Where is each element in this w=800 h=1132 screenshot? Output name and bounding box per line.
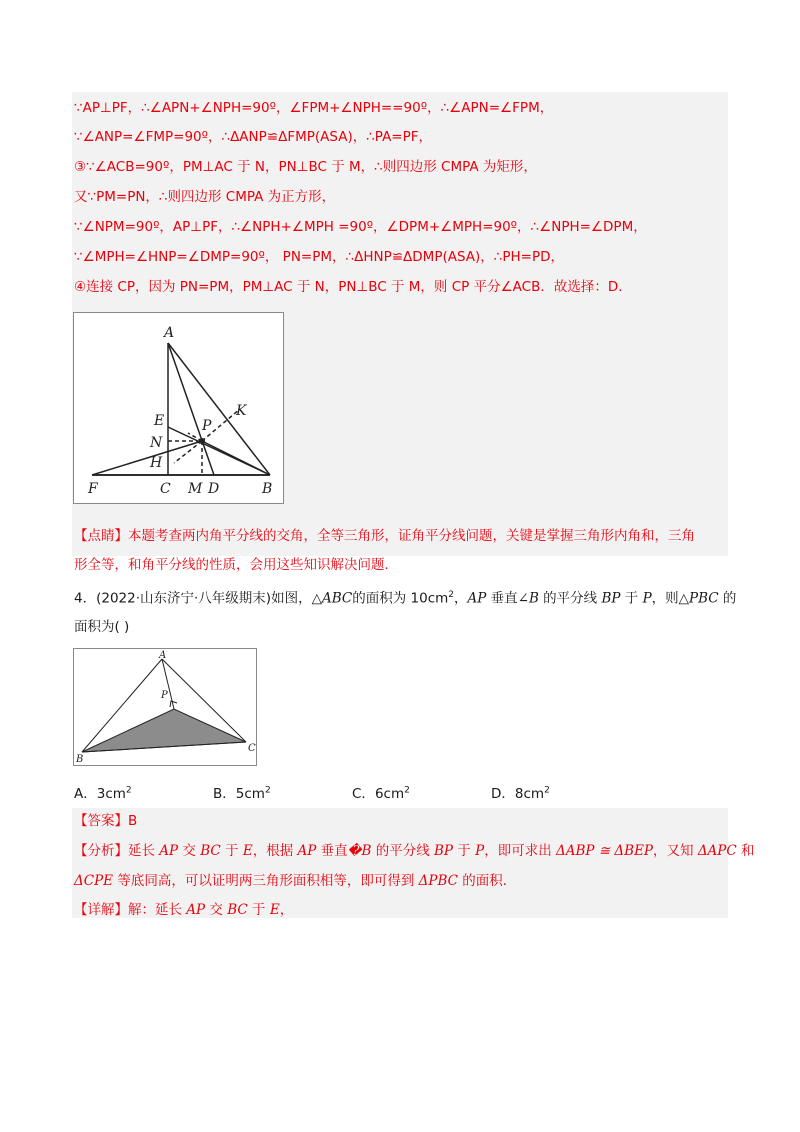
solution-line-7: ④连接 CP，因为 PN=PM，PM⊥AC 于 N，PN⊥BC 于 M，则 CP 平分∠ACB．故选择：D． (74, 279, 632, 295)
detail-text: ， (279, 902, 294, 918)
fig1-label-k: K (236, 403, 247, 419)
comment-line-1 (74, 526, 695, 546)
comment-tag: 【点睛】 (74, 528, 128, 544)
question-text: ，则 (651, 590, 679, 607)
detail-line (74, 900, 293, 920)
solution-line-4: 又∵PM=PN，∴则四边形 CMPA 为正方形， (74, 189, 336, 205)
option-a[interactable] (74, 782, 132, 802)
option-sup: 2 (544, 785, 550, 796)
solution-line-5: ∵∠NPM=90º，AP⊥PF，∴∠NPH+∠MPH =90º，∠DPM+∠MPH=90º，∴∠NPH=∠DPM， (74, 219, 647, 235)
question-text: 的面积为 10cm (352, 590, 449, 607)
math-bp: BP (434, 843, 454, 859)
detail-tag: 【详解】 (74, 902, 128, 918)
answer-tag: 【答案】 (74, 813, 128, 829)
figure-1 (73, 312, 284, 504)
math-p: P (642, 590, 652, 607)
solution-line-6: ∵∠MPH=∠HNP=∠DMP=90º， PN=PM，∴ΔHNP≌ΔDMP(ASA)，∴PH=PD， (74, 249, 565, 265)
answer-value: B (128, 813, 138, 829)
option-sup: 2 (264, 785, 271, 796)
analysis-tag: 【分析】 (74, 843, 128, 859)
question-line-2: 面积为( ) (74, 619, 130, 635)
math-e: E (269, 902, 280, 918)
math-ap: AP (186, 902, 206, 918)
math-bc: BC (200, 843, 221, 859)
analysis-text: ，根据 (252, 843, 298, 859)
question-text: 垂直 (486, 590, 518, 607)
analysis-line-1 (74, 841, 755, 861)
fig1-label-a: A (164, 325, 175, 341)
analysis-text: ，即可求出 (484, 843, 556, 859)
fig1-label-h: H (150, 455, 163, 471)
analysis-text: 的平分线 (371, 843, 434, 859)
comment-text-1: 本题考查两内角平分线的交角，全等三角形，证角平分线问题，关键是掌握三角形内角和，三角 (128, 528, 695, 544)
math-ap: AP (297, 843, 317, 859)
fig1-label-p: P (202, 418, 212, 434)
option-value: 5cm (235, 786, 265, 802)
math-ap: AP (159, 843, 179, 859)
fig1-label-f: F (88, 481, 98, 497)
fig2-label-c: C (248, 743, 256, 754)
fig2-label-p: P (161, 690, 168, 701)
math-bp: BP (601, 590, 621, 607)
math-p: P (475, 843, 485, 859)
math-tri-abc: △ABC (311, 590, 353, 607)
question-sup: 2 (448, 590, 454, 600)
option-sup: 2 (404, 785, 410, 796)
option-letter: A． (74, 786, 97, 802)
math-tri-apc: ΔAPC (697, 843, 737, 859)
solution-line-1: ∵AP⊥PF，∴∠APN+∠NPH=90º，∠FPM+∠NPH==90º，∴∠APN=∠FPM， (74, 100, 554, 116)
solution-line-3: ③∵∠ACB=90º，PM⊥AC 于 N，PN⊥BC 于 M，∴则四边形 CMPA 为矩形， (74, 159, 537, 175)
option-sup: 2 (125, 785, 132, 796)
fig1-label-m: M (188, 481, 203, 497)
option-d[interactable] (491, 782, 550, 802)
solution-line-2: ∵∠ANP=∠FMP=90º，∴ΔANP≌ΔFMP(ASA)，∴PA=PF， (74, 129, 433, 145)
option-letter: B． (213, 786, 236, 802)
fig1-label-d: D (208, 481, 220, 497)
analysis-text: 延长 (128, 843, 160, 859)
fig1-label-c: C (160, 481, 171, 497)
comment-line-2: 形全等，和角平分线的性质，会用这些知识解决问题． (74, 557, 398, 573)
analysis-text: 垂直 (316, 843, 348, 859)
fig1-label-b: B (262, 481, 273, 497)
figure-2 (73, 648, 257, 766)
detail-text: 解：延长 (128, 902, 187, 918)
analysis-text: 和 (736, 843, 755, 859)
fig1-label-e: E (154, 413, 165, 429)
fig2-label-a: A (159, 650, 167, 661)
math-ap: AP (467, 590, 487, 607)
math-congruence: ΔABP ≅ ΔBEP (556, 843, 654, 859)
analysis-text: ，又知 (653, 843, 698, 859)
math-angle-b: ∠B (517, 590, 539, 607)
question-text: 如图， (271, 590, 312, 607)
question-text: ， (454, 590, 468, 607)
question-line-1 (74, 585, 736, 609)
analysis-text: 的面积． (457, 873, 517, 889)
math-e: E (242, 843, 253, 859)
fig1-label-n: N (150, 435, 163, 451)
analysis-text: 等底同高，可以证明两三角形面积相等，即可得到 (113, 873, 419, 889)
math-bc: BC (227, 902, 248, 918)
option-letter: C． (352, 786, 375, 802)
option-value: 8cm (514, 786, 545, 802)
answer-line (74, 811, 137, 831)
detail-text: 于 (247, 902, 270, 918)
option-value: 6cm (374, 786, 405, 802)
question-number: 4． (74, 590, 97, 607)
analysis-line-2 (74, 871, 516, 891)
option-letter: D． (491, 786, 515, 802)
question-text: 的 (718, 590, 737, 607)
math-tri-cpe: ΔCPE (74, 873, 114, 889)
option-c[interactable] (352, 782, 410, 802)
question-text: 于 (620, 590, 643, 607)
math-b: �B (347, 843, 372, 859)
math-tri-pbc: ΔPBC (418, 873, 458, 889)
question-text: 的平分线 (538, 590, 602, 607)
analysis-text: 交 (178, 843, 201, 859)
fig2-label-b: B (76, 754, 84, 765)
detail-text: 交 (205, 902, 228, 918)
analysis-text: 于 (220, 843, 243, 859)
analysis-text: 于 (453, 843, 476, 859)
option-b[interactable] (213, 782, 271, 802)
math-tri-pbc: △PBC (678, 590, 719, 607)
option-value: 3cm (96, 786, 126, 802)
question-source: (2022·山东济宁·八年级期末) (96, 590, 272, 607)
